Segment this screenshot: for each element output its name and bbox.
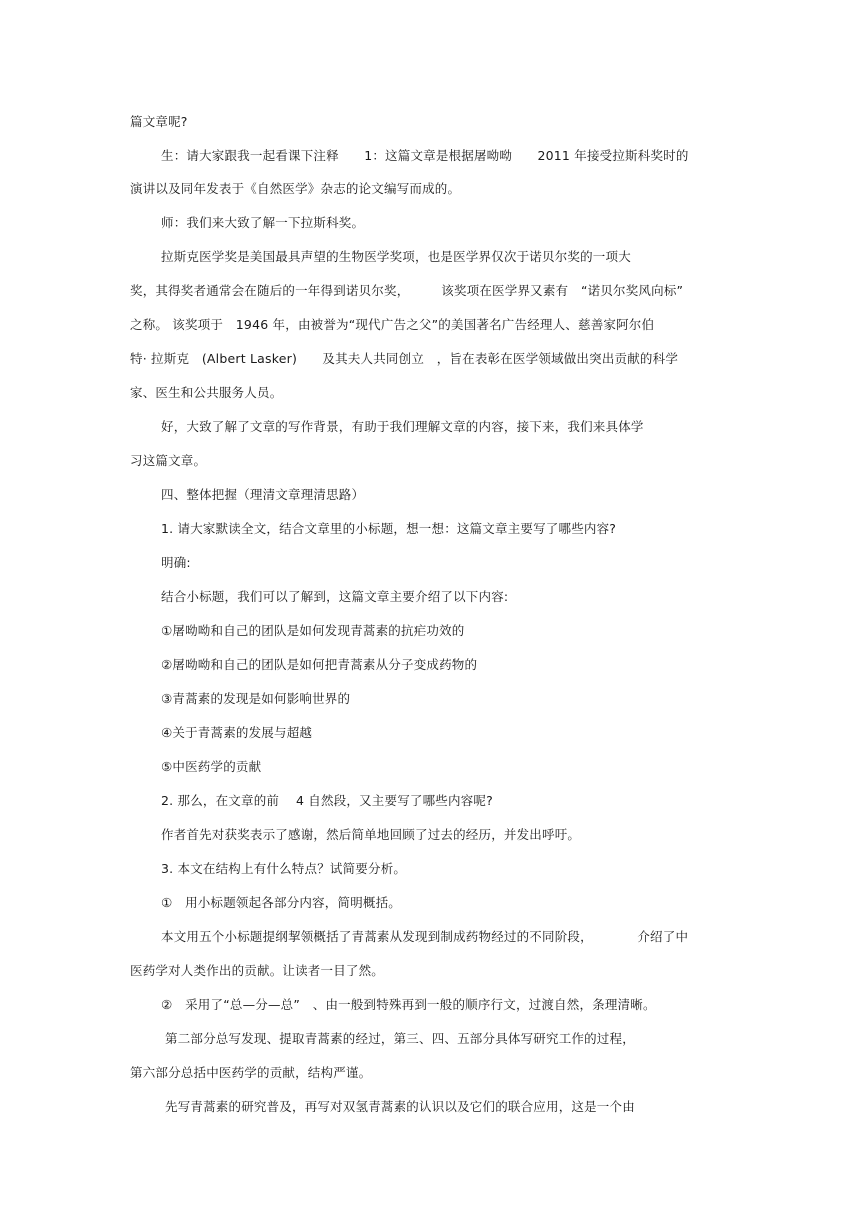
question: 3. 本文在结构上有什么特点？试简要分析。 (161, 861, 407, 876)
text-line: 之称。 该奖项于 1946 年，由被誉为“现代广告之父”的美国著名广告经理人、慈善家阿尔伯 (130, 317, 655, 332)
text-line: 篇文章呢? (130, 114, 188, 129)
text-line: 习这篇文章。 (130, 453, 207, 468)
text-line: 奖，其得奖者通常会在随后的一年得到诺贝尔奖， 该奖项在医学界又素有 “诺贝尔奖风向标” (130, 283, 684, 298)
text-line: 第六部分总括中医药学的贡献，结构严谨。 (130, 1065, 372, 1080)
list-item: ④关于青蒿素的发展与超越 (161, 725, 313, 740)
text-line: 好，大致了解了文章的写作背景，有助于我们理解文章的内容，接下来，我们来具体学 (161, 419, 644, 434)
question: 1. 请大家默读全文，结合文章里的小标题，想一想：这篇文章主要写了哪些内容? (161, 521, 617, 536)
question: 2. 那么，在文章的前 4 自然段，又主要写了哪些内容呢? (161, 793, 493, 808)
text-line: 生：请大家跟我一起看课下注释 1：这篇文章是根据屠呦呦 2011 年接受拉斯科奖时的 (161, 148, 689, 163)
text-line: 明确: (161, 555, 191, 570)
list-item: ①屠呦呦和自己的团队是如何发现青蒿素的抗疟功效的 (161, 623, 465, 638)
text-line: 家、医生和公共服务人员。 (130, 385, 283, 400)
text-line: 医药学对人类作出的贡献。让读者一目了然。 (130, 963, 385, 978)
list-item: ① 用小标题领起各部分内容，简明概括。 (161, 895, 402, 910)
text-line: 第二部分总写发现、提取青蒿素的经过，第三、四、五部分具体写研究工作的过程， (165, 1031, 635, 1046)
list-item: ③青蒿素的发现是如何影响世界的 (161, 691, 351, 706)
text-line: 作者首先对获奖表示了感谢，然后简单地回顾了过去的经历，并发出呼吁。 (161, 827, 581, 842)
text-line: 拉斯克医学奖是美国最具声望的生物医学奖项，也是医学界仅次于诺贝尔奖的一项大 (161, 249, 631, 264)
text-line: 先写青蒿素的研究普及，再写对双氢青蒿素的认识以及它们的联合应用，这是一个由 (165, 1099, 635, 1114)
list-item: ②屠呦呦和自己的团队是如何把青蒿素从分子变成药物的 (161, 657, 478, 672)
text-line: 本文用五个小标题提纲挈领概括了青蒿素从发现到制成药物经过的不同阶段， 介绍了中 (161, 929, 689, 944)
text-line: 特· 拉斯克 (Albert Lasker) 及其夫人共同创立 ，旨在表彰在医学领域做出突出贡献的科学 (130, 351, 679, 366)
section-heading: 四、整体把握（理清文章理清思路） (161, 487, 365, 502)
list-item: ② 采用了“总—分—总” 、由一般到特殊再到一般的顺序行文，过渡自然，条理清晰。 (161, 997, 656, 1012)
list-item: ⑤中医药学的贡献 (161, 759, 262, 774)
text-line: 演讲以及同年发表于《自然医学》杂志的论文编写而成的。 (130, 181, 461, 196)
text-line: 师：我们来大致了解一下拉斯科奖。 (161, 215, 365, 230)
text-line: 结合小标题，我们可以了解到，这篇文章主要介绍了以下内容: (161, 589, 509, 604)
